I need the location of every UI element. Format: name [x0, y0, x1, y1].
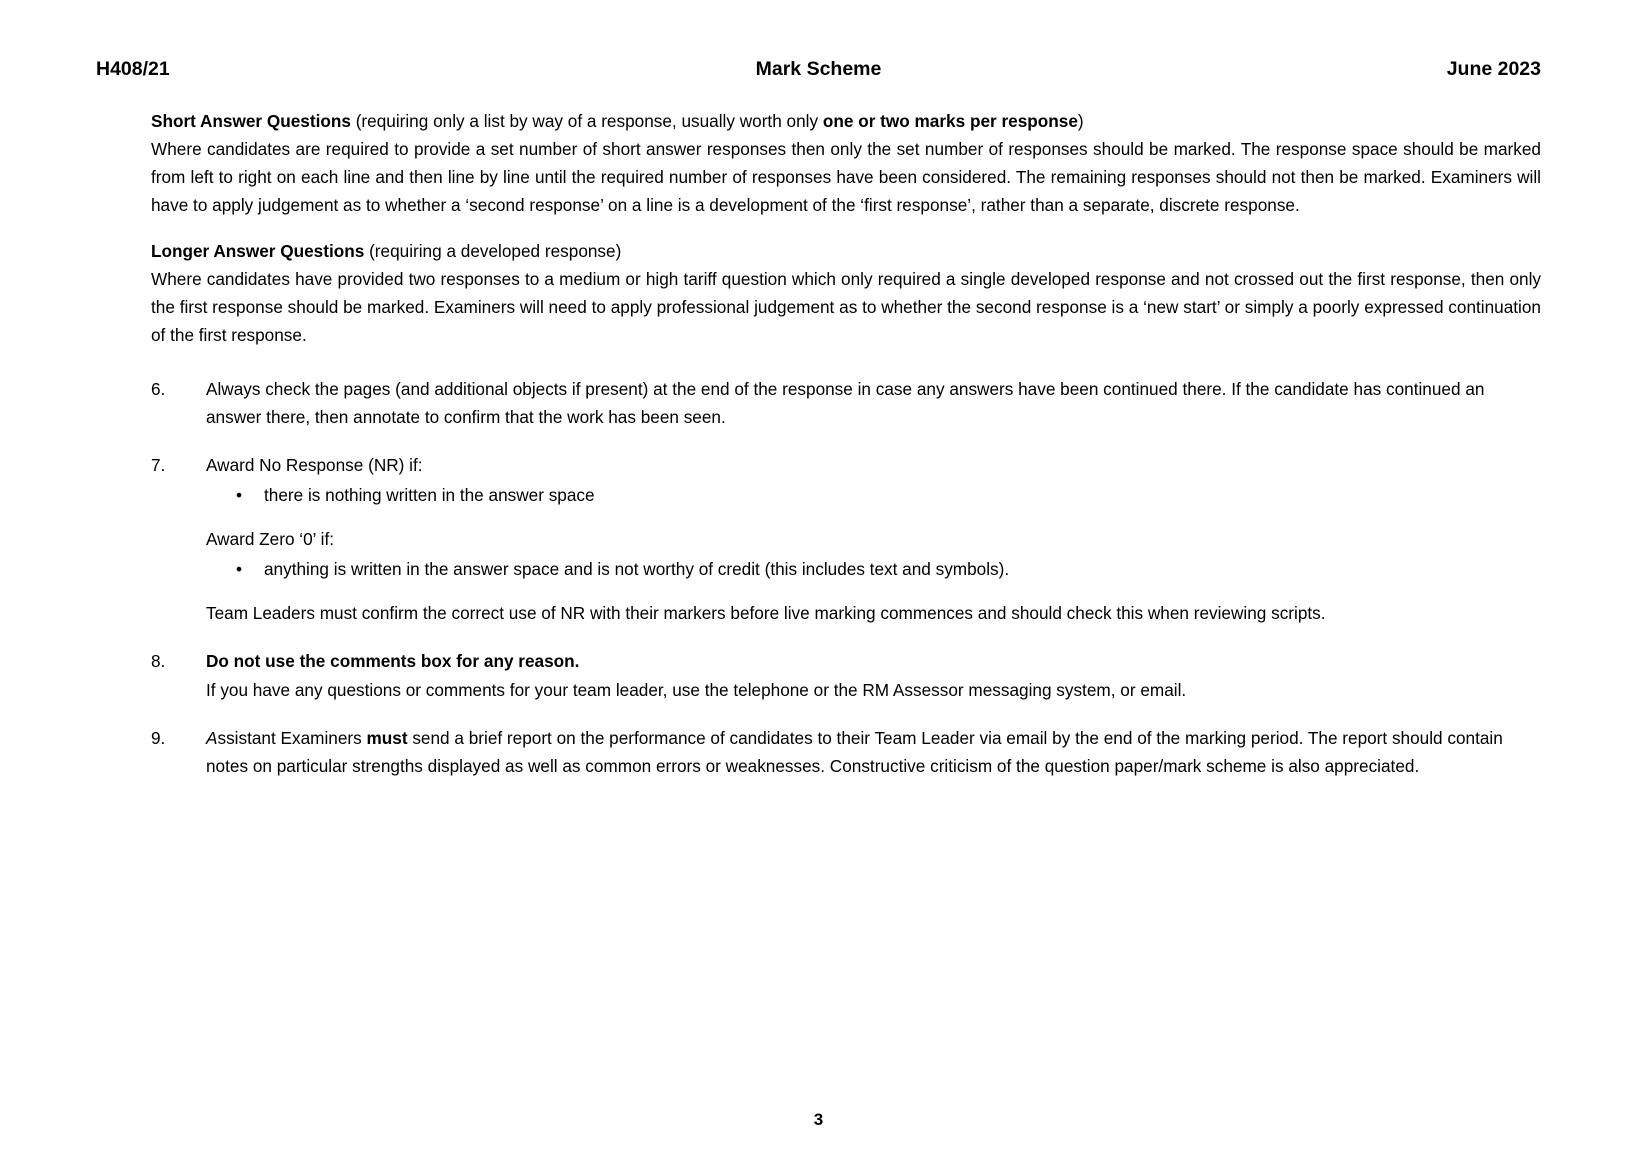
award-nr-bullet-1: • there is nothing written in the answer space [236, 481, 1541, 509]
longer-answer-body: Where candidates have provided two responses to a medium or high tariff question which only required a single developed response and not crossed out the first response, then only the first response should be marked. Examiners will need to apply professional judgement as to whether the second response is a ‘new start’ or simply a poorly expressed continuation of the first response. [151, 269, 1541, 346]
short-answer-body: Where candidates are required to provide a set number of short answer responses then only the set number of responses should be marked. The response space should be marked from left to right on each line and then line by line until the required number of responses have been considered. The remaining responses should not then be marked. Examiners will have to apply judgement as to whether a ‘second response’ on a line is a development of the ‘first response’, rather than a separate, discrete response. [151, 139, 1541, 216]
list-item-6 [151, 375, 1541, 431]
list-item-6-number: 6. [151, 379, 166, 400]
header-paper-code: H408/21 [96, 58, 170, 80]
comments-box-warning: Do not use the comments box for any reason. [206, 651, 580, 672]
short-answer-heading-bold: Short Answer Questions [151, 111, 351, 131]
list-item-9-text-part2: send a brief report on the performance of candidates to their Team Leader via email by the end of the marking period. The report should contain notes on particular strengths displayed as well as common errors or weaknesses. Constructive criticism of the question paper/mark scheme is also appreciated. [206, 727, 1503, 776]
award-zero-lead: Award Zero ‘0’ if: [206, 529, 334, 550]
longer-answer-heading-bold: Longer Answer Questions [151, 241, 365, 262]
page-number: 3 [813, 1110, 824, 1129]
header-title: Mark Scheme [755, 58, 882, 80]
list-item-9 [151, 724, 1541, 780]
award-zero-bullet-1: • anything is written in the answer space and is not worthy of credit (this includes text and symbols). [236, 555, 1541, 583]
document-body [151, 107, 1541, 780]
list-item-8 [151, 647, 1541, 703]
list-item-9-number: 9. [151, 727, 166, 748]
award-nr-bullets [206, 481, 1541, 509]
list-item-8-number: 8. [151, 651, 166, 672]
short-answer-heading [151, 107, 1541, 135]
short-answer-heading-rest-pre: (requiring only a list by way of a response, usually worth only [350, 111, 823, 131]
list-item-9-bold-inline: must [366, 727, 408, 748]
list-item-9-italic-lead: A [206, 727, 218, 748]
award-nr-lead: Award No Response (NR) if: [206, 455, 423, 476]
list-item-7-number: 7. [151, 455, 166, 476]
longer-answer-heading [151, 237, 1541, 265]
short-answer-heading-rest-post: ) [1077, 111, 1084, 131]
list-item-8-text: If you have any questions or comments for your team leader, use the telephone or the RM Assessor messaging system, or email. [206, 679, 1187, 700]
team-leaders-note: Team Leaders must confirm the correct use of NR with their markers before live marking commences and should check this when reviewing scripts. [206, 603, 1326, 624]
award-zero-bullets [206, 555, 1541, 583]
short-answer-heading-bold-inline: one or two marks per response [822, 111, 1078, 131]
header-session: June 2023 [1446, 58, 1541, 80]
longer-answer-heading-rest: (requiring a developed response) [364, 241, 622, 262]
list-item-7 [151, 451, 1541, 627]
list-item-9-text-part1: ssistant Examiners [217, 727, 367, 748]
page-header [96, 58, 1541, 81]
list-item-9-text [206, 724, 1541, 780]
list-item-6-text: Always check the pages (and additional objects if present) at the end of the response in case any answers have been continued there. If the candidate has continued an answer there, then annotate to confirm that the work has been seen. [206, 379, 1485, 428]
